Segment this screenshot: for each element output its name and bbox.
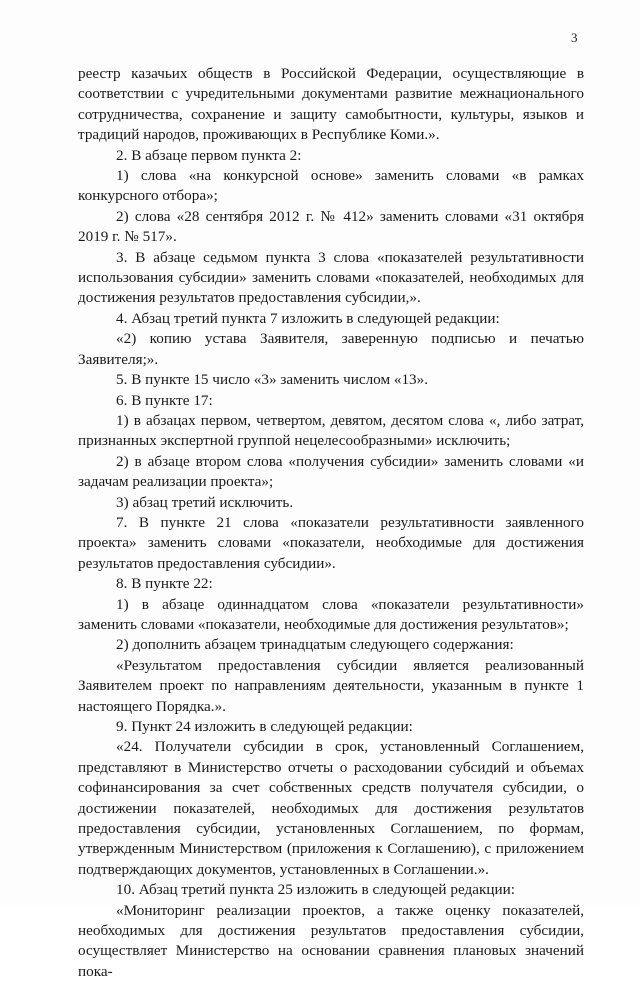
paragraph-item-6: 6. В пункте 17:: [116, 391, 213, 409]
paragraph-item-4: 4. Абзац третий пункта 7 изложить в следующей редакции:: [116, 309, 500, 327]
paragraph-item-8: 8. В пункте 22:: [116, 575, 213, 593]
page-number: 3: [571, 30, 578, 45]
paragraph-item-2: 2. В абзаце первом пункта 2:: [116, 146, 302, 164]
paragraph-item-3: 3. В абзаце седьмом пункта 3 слова «показателей результативности использования субсидии» заменить словами «показателей, необходимых для достижения результатов предоставления субсидии,».: [78, 248, 584, 307]
paragraph-item-10-quote: «Мониторинг реализации проектов, а также оценку показателей, необходимых для достижения результатов предоставления субсидии, осуществляет Министерство на основании сравнения плановых значений пока-: [78, 901, 584, 980]
paragraph-continuation: реестр казачьих обществ в Российской Федерации, осуществляющие в соответствии с учредительными документами развитие межнационального сотрудничества, сохранение и защиту самобытности, культуры, языков и традиций народов, проживающих в Республике Коми.».: [78, 65, 584, 144]
paragraph-item-9: 9. Пункт 24 изложить в следующей редакции:: [116, 718, 413, 735]
paragraph-item-5: 5. В пункте 15 число «3» заменить числом «13».: [116, 371, 429, 389]
paragraph-item-6-1: 1) в абзацах первом, четвертом, девятом, десятом слова «, либо затрат, признанных экспертной группой нецелесообразными» исключить;: [78, 411, 584, 450]
paragraph-item-10: 10. Абзац третий пункта 25 изложить в следующей редакции:: [116, 881, 515, 899]
paragraph-item-8-quote: «Результатом предоставления субсидии является реализованный Заявителем проект по направлениям деятельности, указанным в пункте 1 настоящего Порядка.».: [78, 656, 584, 715]
paragraph-item-6-2: 2) в абзаце втором слова «получения субсидии» заменить словами «и задачам реализации проекта»;: [78, 452, 584, 491]
document-body: [78, 64, 584, 982]
paragraph-item-8-2: 2) дополнить абзацем тринадцатым следующего содержания:: [116, 636, 514, 654]
paragraph-item-8-1: 1) в абзаце одиннадцатом слова «показатели результативности» заменить словами «показатели, необходимые для достижения результатов»;: [78, 595, 584, 633]
paragraph-item-7: 7. В пункте 21 слова «показатели результативности заявленного проекта» заменить словами «показатели, необходимые для достижения результатов предоставления субсидии».: [78, 513, 584, 572]
paragraph-item-4-quote: «2) копию устава Заявителя, заверенную подписью и печатью Заявителя;».: [78, 330, 584, 368]
paragraph-item-9-quote: «24. Получатели субсидии в срок, установленный Соглашением, представляют в Министерство отчеты о расходовании субсидий и объемах софинансирования за счет собственных средств получателя субсидии, о достижении показателей, необходимых для достижения результатов предоставления субсидии, установленных Соглашением, по формам, утвержденным Министерством (приложения к Соглашению), с приложением подтверждающих документов, установленных в Соглашении.».: [78, 738, 584, 878]
paragraph-item-2-1: 1) слова «на конкурсной основе» заменить словами «в рамках конкурсного отбора»;: [78, 167, 584, 205]
paragraph-item-6-3: 3) абзац третий исключить.: [116, 493, 294, 511]
paragraph-item-2-2: 2) слова «28 сентября 2012 г. № 412» заменить словами «31 октября 2019 г. № 517».: [78, 207, 584, 246]
